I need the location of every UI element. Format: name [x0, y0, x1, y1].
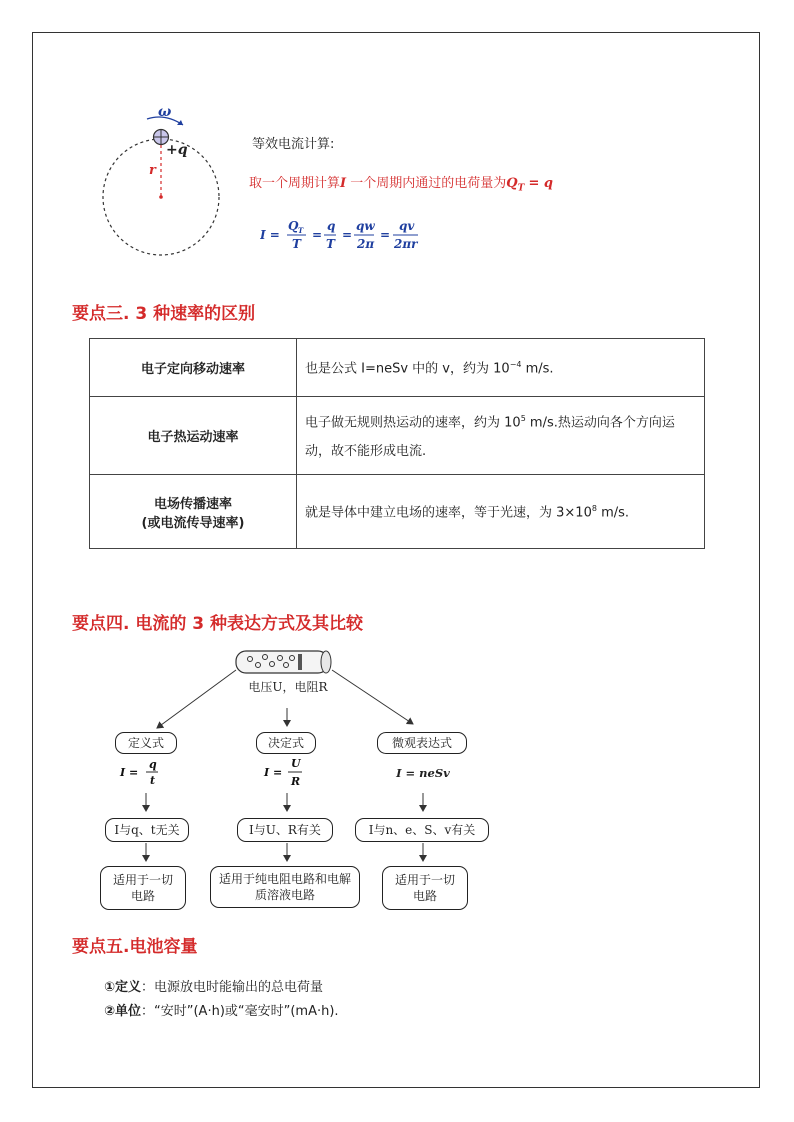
- conductor-tube: [236, 651, 328, 673]
- svg-text:q: q: [149, 758, 157, 771]
- section3-heading: 要点三. 3 种速率的区别: [72, 304, 256, 324]
- f2-num: q: [327, 219, 336, 233]
- applies-box-determination: 适用于纯电阻电路和电解质溶液电路: [210, 866, 360, 908]
- applies-box-definition: 适用于一切电路: [100, 866, 186, 910]
- formula-I: I =: [260, 228, 280, 242]
- table-row: [90, 339, 705, 397]
- applies-box-micro: 适用于一切电路: [382, 866, 468, 910]
- omega-label: ω: [158, 104, 172, 120]
- f4-num: qv: [399, 219, 415, 233]
- center-dot: [159, 195, 163, 199]
- rate-desc: 电子做无规则热运动的速率，约为 $10^5$ m/s.热运动向各个方向运动，故不能形成电流.: [297, 397, 705, 475]
- micro-formula: I = neSv: [396, 766, 450, 780]
- svg-text:U: U: [291, 757, 301, 770]
- micro-expression-box: 微观表达式: [377, 732, 467, 754]
- charge-label: +q: [166, 142, 188, 158]
- period-statement: 取一个周期计算I 一个周期内通过的电荷量为$Q_T = q$: [249, 176, 553, 194]
- table-row: [90, 397, 705, 475]
- current-expressions-diagram: [100, 648, 500, 913]
- svg-text:=: =: [380, 228, 391, 242]
- svg-text:I =: I =: [264, 766, 283, 779]
- section5-heading: 要点五.电池容量: [72, 937, 198, 957]
- svg-text:t: t: [150, 774, 156, 787]
- section4-heading: 要点四. 电流的 3 种表达方式及其比较: [72, 614, 364, 634]
- svg-text:=: =: [342, 228, 353, 242]
- rate-desc: 就是导体中建立电场的速率，等于光速，为 $3\times 10^8$ m/s.: [297, 475, 705, 549]
- f1-num: Q: [288, 219, 299, 233]
- svg-text:T: T: [298, 226, 304, 235]
- definition-formula: [118, 756, 178, 788]
- relation-box-determination: I与U、R有关: [237, 818, 333, 842]
- rate-label: 电子定向移动速率: [90, 339, 297, 397]
- f1-den: T: [292, 237, 301, 251]
- relation-box-definition: I与q、t无关: [105, 818, 189, 842]
- f2-den: T: [326, 237, 335, 251]
- svg-text:R: R: [291, 775, 301, 788]
- f3-den: 2π: [357, 237, 375, 251]
- equivalent-current-title: 等效电流计算:: [252, 137, 335, 152]
- capacity-unit: ②单位：“安时”(A·h)或“毫安时”(mA·h).: [104, 1004, 339, 1019]
- relation-box-micro: I与n、e、S、v有关: [355, 818, 489, 842]
- svg-text:=: =: [312, 228, 323, 242]
- radius-label: r: [149, 163, 156, 178]
- f4-den: 2πr: [394, 237, 418, 251]
- svg-text:I =: I =: [120, 766, 139, 779]
- rates-table: [89, 338, 705, 549]
- rate-desc: 也是公式 I=neSv 中的 v，约为 $10^{-4}$ m/s.: [297, 339, 705, 397]
- current-formula: [260, 214, 450, 254]
- rate-label: 电场传播速率 (或电流传导速率): [90, 475, 297, 549]
- table-row: [90, 475, 705, 549]
- capacity-definition: ①定义：电源放电时能输出的总电荷量: [104, 980, 324, 995]
- f3-num: qw: [356, 219, 375, 233]
- determination-formula: [262, 754, 322, 790]
- definition-box: 定义式: [115, 732, 177, 754]
- determination-box: 决定式: [256, 732, 316, 754]
- circular-motion-figure: [95, 105, 235, 265]
- rate-label: 电子热运动速率: [90, 397, 297, 475]
- conductor-caption: 电压U，电阻R: [248, 680, 328, 694]
